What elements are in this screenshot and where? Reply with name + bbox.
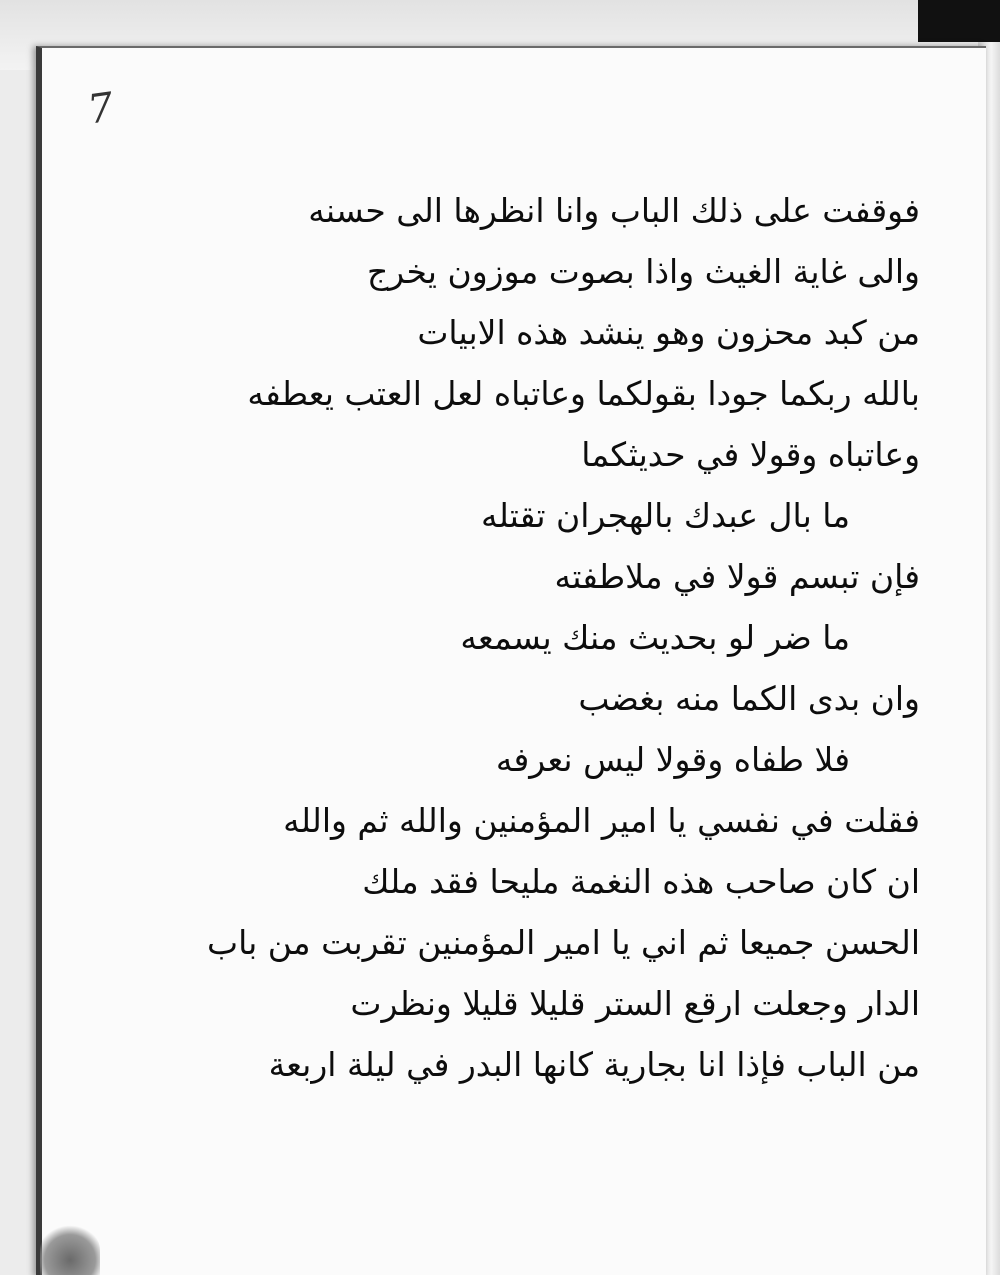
text-line: الحسن جميعا ثم اني يا امير المؤمنين تقربت من باب bbox=[207, 923, 920, 962]
folio-number: 7 bbox=[84, 84, 117, 134]
text-line: بالله ربكما جودا بقولكما وعاتباه لعل العتب يعطفه bbox=[247, 374, 920, 413]
text-line: الدار وجعلت ارقع الستر قليلا قليلا ونظرت bbox=[350, 984, 920, 1023]
text-line: وعاتباه وقولا في حديثكما bbox=[581, 435, 920, 474]
text-line: من الباب فإذا انا بجارية كانها البدر في ليلة اربعة bbox=[268, 1045, 920, 1084]
thumb-shadow bbox=[40, 1225, 100, 1275]
text-line: فوقفت على ذلك الباب وانا انظرها الى حسنه bbox=[308, 191, 920, 230]
text-line: فقلت في نفسي يا امير المؤمنين والله ثم والله bbox=[283, 801, 920, 840]
verse-line: وان بدى الكما منه بغضب bbox=[578, 679, 920, 718]
manuscript-text-block bbox=[200, 180, 920, 1095]
text-line: ان كان صاحب هذه النغمة مليحا فقد ملك bbox=[362, 862, 920, 901]
binding-shadow bbox=[918, 0, 1000, 42]
text-line: والى غاية الغيث واذا بصوت موزون يخرج bbox=[366, 252, 920, 291]
verse-line: فلا طفاه وقولا ليس نعرفه bbox=[495, 740, 850, 779]
verse-line: فإن تبسم قولا في ملاطفته bbox=[554, 557, 920, 596]
verse-line: ما بال عبدك بالهجران تقتله bbox=[481, 496, 850, 535]
text-line: من كبد محزون وهو ينشد هذه الابيات bbox=[417, 313, 920, 352]
verse-line: ما ضر لو بحديث منك يسمعه bbox=[460, 618, 850, 657]
